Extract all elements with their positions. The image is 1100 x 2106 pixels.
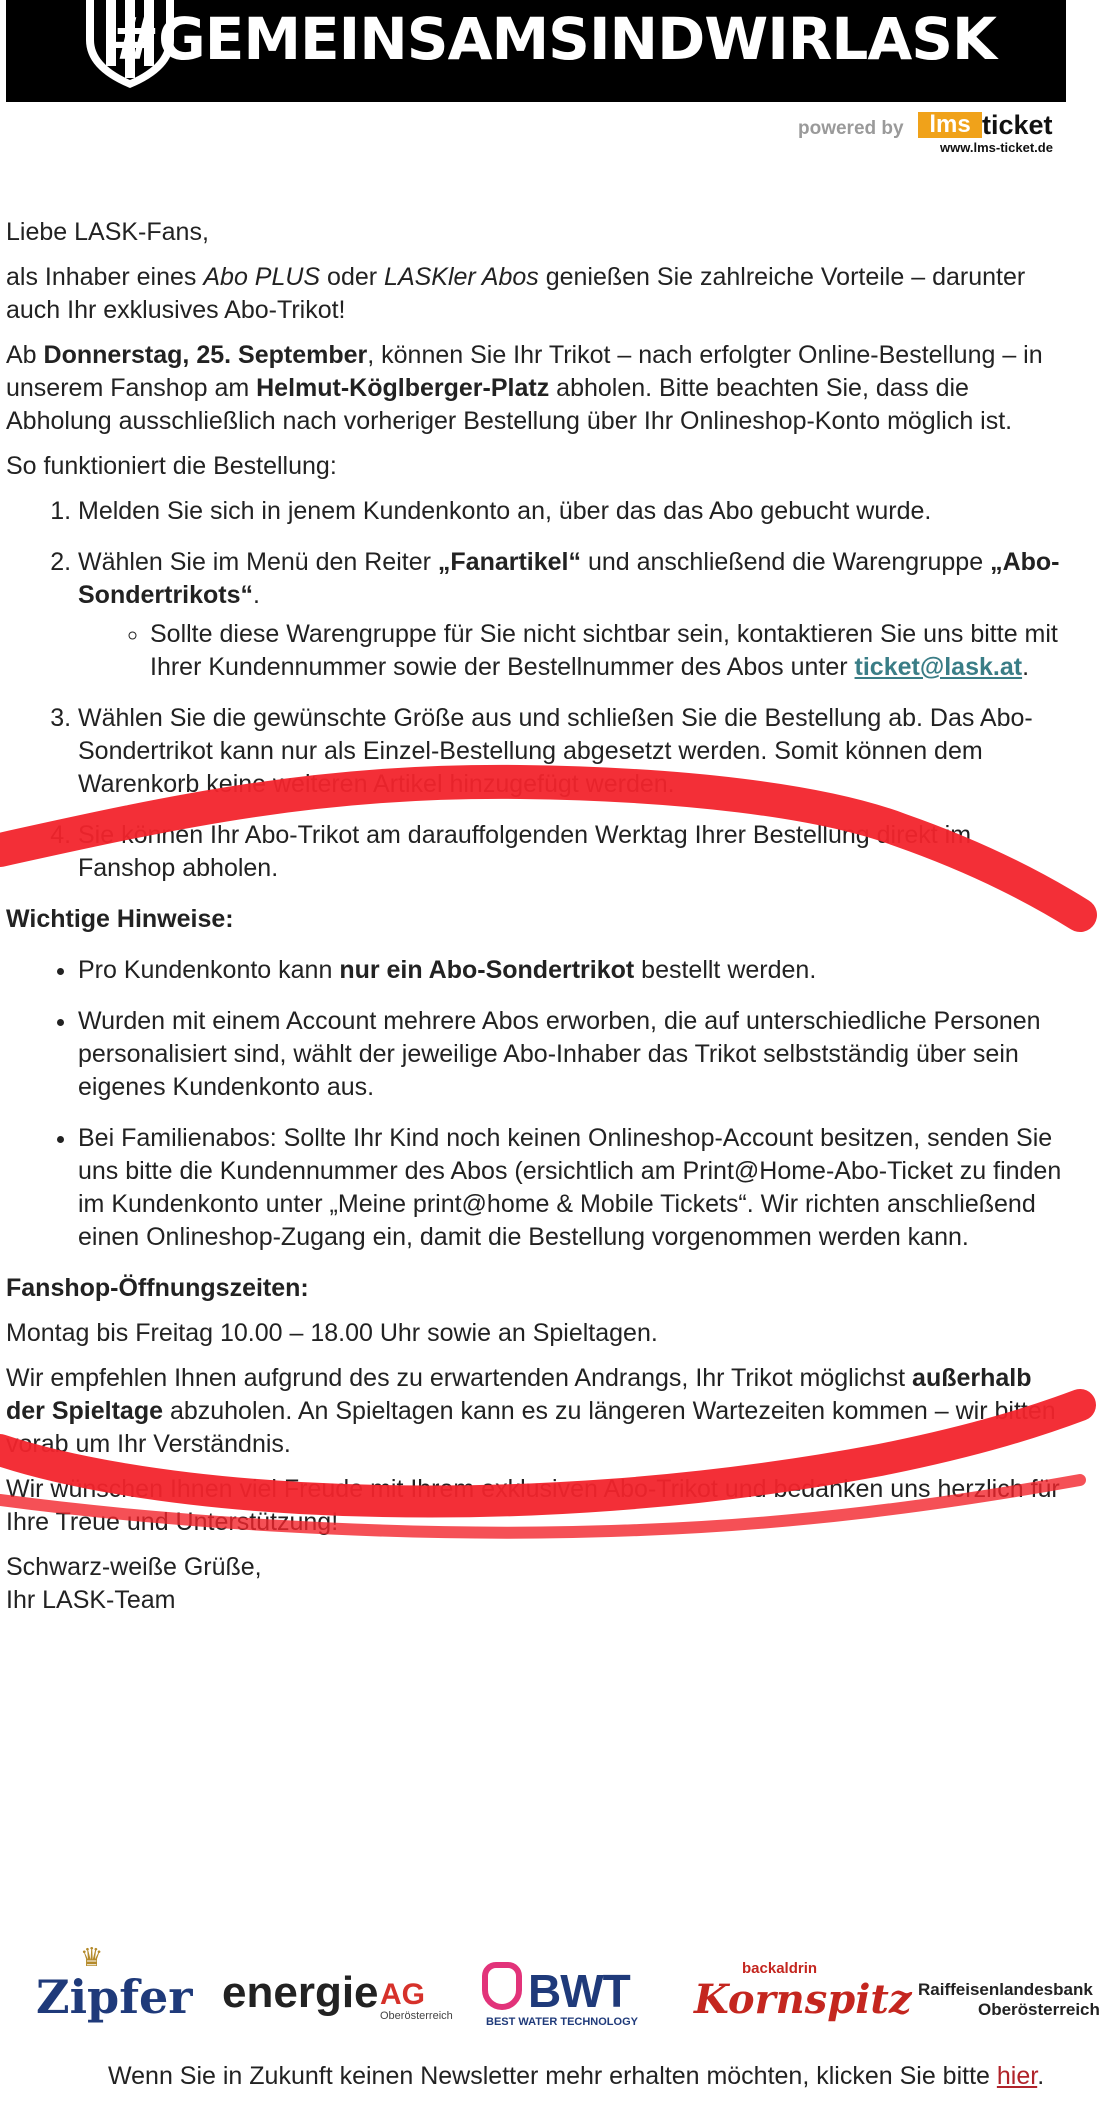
pickup-place: Helmut-Köglberger-Platz [256,374,550,402]
header-banner [6,0,1066,102]
bwt-logo[interactable]: BWT [528,1965,630,2017]
order-step-1: 1. Melden Sie sich in jenem Kundenkonto an, über das das Abo gebucht wurde. [78,495,1066,528]
order-step-2 [78,546,1066,684]
footer-text: Wenn Sie in Zukunft keinen Newsletter mehr erhalten möchten, klicken Sie bitte [108,2062,997,2090]
greeting: Liebe LASK-Fans, [6,218,209,246]
intro-text: oder [320,263,385,291]
signoff [6,1551,1066,1617]
recommend-text: Wir empfehlen Ihnen aufgrund des zu erwartenden Andrangs, Ihr Trikot möglichst [6,1364,913,1392]
hinweis-text: Pro Kundenkonto kann [78,956,340,984]
energie-ag-mark: AG [380,1978,425,2011]
order-step-3: 3. Wählen Sie die gewünschte Größe aus und schließen Sie die Bestellung ab. Das Abo-Sondertrikot kann nur als Einzel-Bestellung abgesetzt werden. Somit können dem Warenkorb keine weiteren Artikel hinzugefügt werden. [78,702,1066,801]
recommend-paragraph [6,1362,1066,1461]
step-text: Wählen Sie im Menü den Reiter [78,548,438,576]
energie-logo[interactable]: energie [222,1968,379,2017]
pickup-text: Ab [6,341,44,369]
hinweise-list [6,954,1066,1254]
howto-title: So funktioniert die Bestellung: [6,452,337,480]
abo-plus-term: Abo PLUS [203,263,321,291]
hinweis-text: bestellt werden. [634,956,817,984]
pickup-text: , können Sie Ihr Trikot – nach erfolgter Online-Bestellung – in unserem Fanshop am [6,341,1043,402]
support-email-link[interactable]: ticket@lask.at [854,653,1023,681]
hashtag-title: #GEMEINSAMSINDWIRLASK [110,5,996,73]
order-step-2-sublist [78,618,1066,684]
step-text: und anschließend die Warengruppe [581,548,991,576]
wish-paragraph: Wir wünschen Ihnen viel Freude mit Ihrem exklusiven Abo-Trikot und bedanken uns herzlich für Ihre Treue und Unterstützung! [6,1475,1060,1536]
lms-logo-box: lms [918,112,982,138]
pickup-text: abholen. Bitte beachten Sie, dass die Abholung ausschließlich nach vorheriger Bestellung über Ihr Onlineshop-Konto möglich ist. [6,374,1013,435]
footer-end: . [1037,2062,1045,2090]
bwt-mark-icon [482,1962,522,2010]
zipfer-logo[interactable]: Zipfer [36,1970,193,2024]
order-step-4: 4. Sie können Ihr Abo-Trikot am darauffolgenden Werktag Ihrer Bestellung direkt im Fanshop abholen. [78,819,1066,885]
unsubscribe-link[interactable]: hier [996,2062,1038,2090]
note-text: Sollte diese Warengruppe für Sie nicht sichtbar sein, kontaktieren Sie uns bitte mit Ihrer Kundennummer sowie der Bestellnummer des Abos unter [150,620,1058,681]
pickup-paragraph [6,339,1066,438]
fanshop-hours: Montag bis Freitag 10.00 – 18.00 Uhr sowie an Spieltagen. [6,1319,658,1347]
recommend-bold: außerhalb der Spieltage [6,1364,1032,1425]
lms-ticket-logo[interactable] [918,110,1058,154]
intro-text: genießen Sie zahlreiche Vorteile – darunter auch Ihr exklusives Abo-Trikot! [6,263,1026,324]
hinweis-3: • Bei Familienabos: Sollte Ihr Kind noch keinen Onlineshop-Account besitzen, senden Sie uns bitte die Kundennummer des Abos (ersichtlich am Print@Home-Abo-Ticket zu finden im Kundenkonto unter „Meine print@home & Mobile Tickets“. Wir richten anschließend einen Onlineshop-Zugang ein, damit die Bestellung vorgenommen werden kann. [78,1122,1066,1254]
bwt-subtitle: BEST WATER TECHNOLOGY [486,2016,638,2028]
powered-by-label: powered by [798,118,904,139]
laskler-abo-term: LASKler Abos [384,263,539,291]
hinweis-1 [78,954,1066,987]
energie-subtitle: Oberösterreich [380,2010,453,2022]
hinweise-title: Wichtige Hinweise: [6,905,234,933]
zipfer-crown-icon: ♛ [80,1942,104,1972]
pickup-date: Donnerstag, 25. September [43,341,368,369]
sponsor-logos [0,1942,1100,2030]
lms-url: www.lms-ticket.de [940,140,1053,155]
unsubscribe-footer [108,2062,1044,2091]
fanshop-hours-title: Fanshop-Öffnungszeiten: [6,1274,309,1302]
intro-text: als Inhaber eines [6,263,204,291]
note-text: . [1022,653,1030,681]
newsletter-body [6,216,1066,1629]
step-text: . [253,581,260,609]
lms-logo-word: ticket [982,110,1053,140]
signoff-team: Ihr LASK-Team [6,1586,176,1614]
raiffeisen-logo[interactable]: Raiffeisenlandesbank [918,1980,1093,1999]
signoff-line: Schwarz-weiße Grüße, [6,1553,262,1581]
raiffeisen-subtitle: Oberösterreich [978,2000,1100,2019]
hinweis-2: • Wurden mit einem Account mehrere Abos erworben, die auf unterschiedliche Personen personalisiert sind, wählt der jeweilige Abo-Inhaber das Trikot selbstständig über sein eigenes Kundenkonto aus. [78,1005,1066,1104]
hinweis-bold: nur ein Abo-Sondertrikot [339,956,635,984]
backaldrin-label: backaldrin [742,1960,818,1977]
abo-sondertrikots-term: „Abo-Sondertrikots“ [78,548,1060,609]
recommend-text: abzuholen. An Spieltagen kann es zu längeren Wartezeiten kommen – wir bitten vorab um Ihr Verständnis. [6,1397,1056,1458]
fanartikel-term: „Fanartikel“ [437,548,581,576]
order-steps-list [6,495,1066,885]
order-step-2-note [150,618,1066,684]
kornspitz-logo[interactable]: Kornspitz [694,1976,912,2023]
intro-paragraph [6,261,1066,327]
